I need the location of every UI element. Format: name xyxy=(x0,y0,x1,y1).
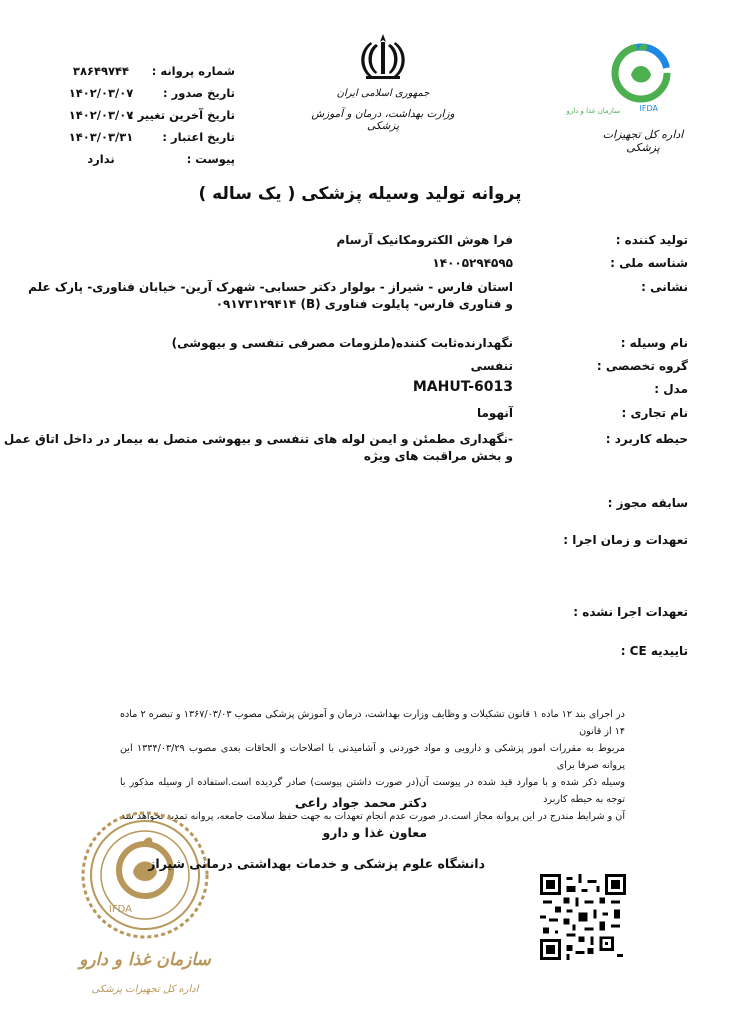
last-change-date-row xyxy=(60,108,235,128)
seal-org: سازمان غذا و دارو xyxy=(79,950,211,970)
commitments-label: تعهدات و زمان اجرا : xyxy=(563,533,688,547)
ifda-seal-icon xyxy=(78,808,212,942)
legal-line: در اجرای بند ۱۲ ماده ۱ قانون تشکیلات و وظایف وزارت بهداشت، درمان و آموزش پزشکی مصوب ۱۳۶۷/۰۳/۰۳ و تبصره ۲ ماده ۱۴ از قانون xyxy=(120,709,625,737)
usage-line1: -نگهداری مطمئن و ایمن لوله های تنفسی و بیهوشی متصل به بیمار در داخل اتاق عمل xyxy=(3,432,513,446)
producer-value: فرا هوش الکترومکانیک آرسام xyxy=(336,233,513,247)
meta-value: ندارد xyxy=(87,152,115,166)
attachment-row xyxy=(60,152,235,172)
qr-code-icon xyxy=(540,874,626,960)
validity-date-row xyxy=(60,130,235,150)
signer-university: دانشگاه علوم پزشکی و خدمات بهداشتی درمانی شیراز xyxy=(148,856,485,871)
specialty-label: گروه تخصصی : xyxy=(596,359,688,373)
usage-label: حیطه کاربرد : xyxy=(605,432,688,446)
issue-date-row xyxy=(60,86,235,106)
meta-label: تاریخ اعتبار : xyxy=(162,130,235,144)
device-name-value: نگهدارنده‌ثابت کننده(ملزومات مصرفی تنفسی و بیهوشی) xyxy=(171,336,513,350)
national-id-label: شناسه ملی : xyxy=(610,256,688,270)
meta-value: ۱۴۰۳/۰۳/۳۱ xyxy=(68,130,134,144)
meta-label: پیوست : xyxy=(186,152,235,166)
meta-value: ۱۴۰۲/۰۳/۰۷ xyxy=(68,86,134,100)
address-line1: استان فارس - شیراز - بولوار دکتر حسابی- شهرک آرین- خیابان فناوری- پارک علم xyxy=(28,280,513,294)
seal-dept: اداره کل تجهیزات پزشکی xyxy=(91,984,199,995)
emblem-line1: جمهوری اسلامی ایران xyxy=(336,88,430,99)
model-label: مدل : xyxy=(654,382,688,396)
signer-name: دکتر محمد جواد راعی xyxy=(294,795,427,810)
signer-title: معاون غذا و دارو xyxy=(322,825,427,840)
meta-label: شماره پروانه : xyxy=(151,64,235,78)
brand-label: نام تجاری : xyxy=(621,406,688,420)
license-history-label: سابقه مجوز : xyxy=(607,496,688,510)
legal-line: آن و شرایط مندرج در این پروانه مجاز است.در صورت عدم انجام تعهدات به جهت حفظ سلامت جامعه، پروانه تمدید نخواهد شد xyxy=(120,811,625,822)
license-number-row xyxy=(60,64,235,84)
seal-latin: IFDA xyxy=(108,904,132,915)
legal-line: وسیله ذکر شده و با موارد قید شده در پیوست آن(در صورت داشتن پیوست) صادر گردیده است.استفاده از وسیله مذکور با توجه به حیطه کاربرد xyxy=(120,777,625,805)
brand-value: آنهوما xyxy=(477,406,513,420)
ifda-department: اداره کل تجهیزات پزشکی xyxy=(602,128,684,154)
national-id-value: ۱۴۰۰۵۲۹۴۵۹۵ xyxy=(432,256,513,270)
ifda-logo-icon xyxy=(566,35,686,117)
emblem-line2: وزارت بهداشت، درمان و آموزش پزشکی xyxy=(311,108,455,132)
meta-label: تاریخ آخرین تغییر : xyxy=(129,108,235,122)
ce-approval-label: تاییدیه CE : xyxy=(620,644,688,658)
producer-label: تولید کننده : xyxy=(615,233,688,247)
address-line2: و فناوری فارس- پایلوت فناوری (B) ۰۹۱۷۳۱۲۹۴۱۴ xyxy=(215,297,513,311)
meta-label: تاریخ صدور : xyxy=(163,86,235,100)
meta-value: ۳۸۶۴۹۷۴۴ xyxy=(72,64,130,78)
meta-value: ۱۴۰۲/۰۳/۰۷ xyxy=(68,108,134,122)
page-title: پروانه تولید وسیله پزشکی ( یک ساله ) xyxy=(198,184,522,204)
address-label: نشانی : xyxy=(641,280,688,294)
model-value: MAHUT-6013 xyxy=(412,379,513,395)
specialty-value: تنفسی xyxy=(470,359,513,373)
ifda-small-text: سازمان غذا و دارو xyxy=(566,107,620,115)
iran-emblem-icon xyxy=(354,30,412,82)
ifda-latin: IFDA xyxy=(639,104,658,113)
device-name-label: نام وسیله : xyxy=(620,336,688,350)
legal-line: مربوط به مقررات امور پزشکی و دارویی و مواد خوردنی و آشامیدنی با اصلاحات و الحاقات بعدی مصوب ۱۳۳۴/۰۳/۲۹ این پروانه صرفا برای xyxy=(120,743,625,771)
unfulfilled-commitments-label: تعهدات اجرا نشده : xyxy=(573,605,688,619)
usage-line2: و بخش مراقبت های ویژه xyxy=(363,449,513,463)
